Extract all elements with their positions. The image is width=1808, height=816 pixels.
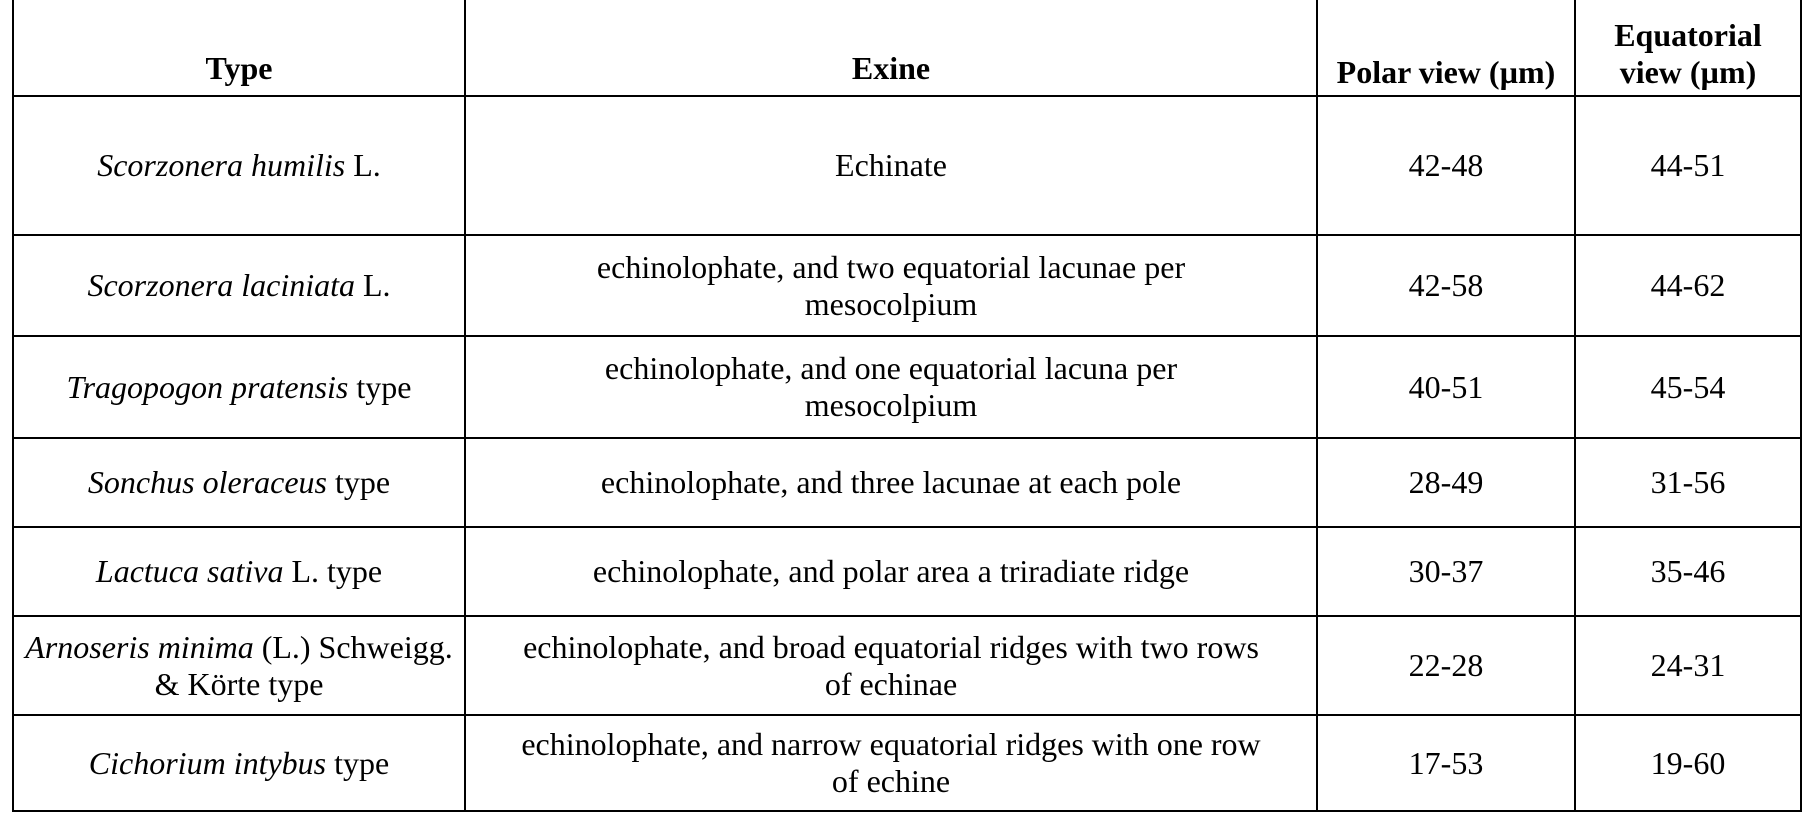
- table-row: [13, 715, 1801, 811]
- type-name: Tragopogon pratensis: [66, 368, 349, 405]
- cell-polar: 40-51: [1317, 336, 1575, 438]
- type-suffix: type: [326, 464, 391, 500]
- cell-polar: 30-37: [1317, 527, 1575, 616]
- cell-equatorial: 44-51: [1575, 96, 1801, 235]
- cell-type: [13, 616, 465, 715]
- cell-type: [13, 438, 465, 527]
- table-row: [13, 527, 1801, 616]
- cell-equatorial: 31-56: [1575, 438, 1801, 527]
- cell-type: [13, 235, 465, 336]
- pollen-table: [12, 0, 1802, 812]
- cell-polar: 28-49: [1317, 438, 1575, 527]
- header-exine: Exine: [465, 0, 1317, 96]
- cell-exine: echinolophate, and narrow equatorial ridges with one row of echine: [465, 715, 1317, 811]
- cell-equatorial: 45-54: [1575, 336, 1801, 438]
- table-row: [13, 336, 1801, 438]
- type-suffix: L. type: [283, 553, 383, 589]
- cell-type: [13, 715, 465, 811]
- table-row: [13, 616, 1801, 715]
- type-name: Cichorium intybus: [88, 744, 327, 781]
- cell-polar: 42-48: [1317, 96, 1575, 235]
- table-row: [13, 96, 1801, 235]
- cell-polar: 42-58: [1317, 235, 1575, 336]
- type-name: Sonchus oleraceus: [87, 464, 327, 500]
- cell-exine: echinolophate, and broad equatorial ridges with two rows of echinae: [465, 616, 1317, 715]
- header-type: Type: [13, 0, 465, 96]
- type-suffix: L.: [354, 267, 391, 303]
- type-suffix: L.: [345, 147, 381, 183]
- cell-type: [13, 527, 465, 616]
- cell-equatorial: 35-46: [1575, 527, 1801, 616]
- type-name: Scorzonera humilis: [97, 147, 346, 183]
- cell-exine: echinolophate, and polar area a triradiate ridge: [465, 527, 1317, 616]
- type-name: Lactuca sativa: [95, 553, 284, 589]
- cell-polar: 22-28: [1317, 616, 1575, 715]
- type-name: Scorzonera laciniata: [87, 267, 355, 303]
- cell-equatorial: 44-62: [1575, 235, 1801, 336]
- cell-exine: echinolophate, and three lacunae at each pole: [465, 438, 1317, 527]
- cell-equatorial: 19-60: [1575, 715, 1801, 811]
- type-suffix: type: [348, 368, 412, 405]
- type-suffix: type: [326, 744, 390, 781]
- cell-polar: 17-53: [1317, 715, 1575, 811]
- header-polar: Polar view (µm): [1317, 0, 1575, 96]
- header-row: [13, 0, 1801, 96]
- header-equatorial: Equatorial view (µm): [1575, 0, 1801, 96]
- table-row: [13, 235, 1801, 336]
- table-row: [13, 438, 1801, 527]
- cell-exine: Echinate: [465, 96, 1317, 235]
- type-suffix: (L.) Schweigg. & Körte type: [154, 628, 453, 702]
- cell-type: [13, 96, 465, 235]
- cell-type: [13, 336, 465, 438]
- cell-exine: echinolophate, and two equatorial lacunae per mesocolpium: [465, 235, 1317, 336]
- cell-equatorial: 24-31: [1575, 616, 1801, 715]
- type-name: Arnoseris minima: [25, 628, 254, 665]
- cell-exine: echinolophate, and one equatorial lacuna per mesocolpium: [465, 336, 1317, 438]
